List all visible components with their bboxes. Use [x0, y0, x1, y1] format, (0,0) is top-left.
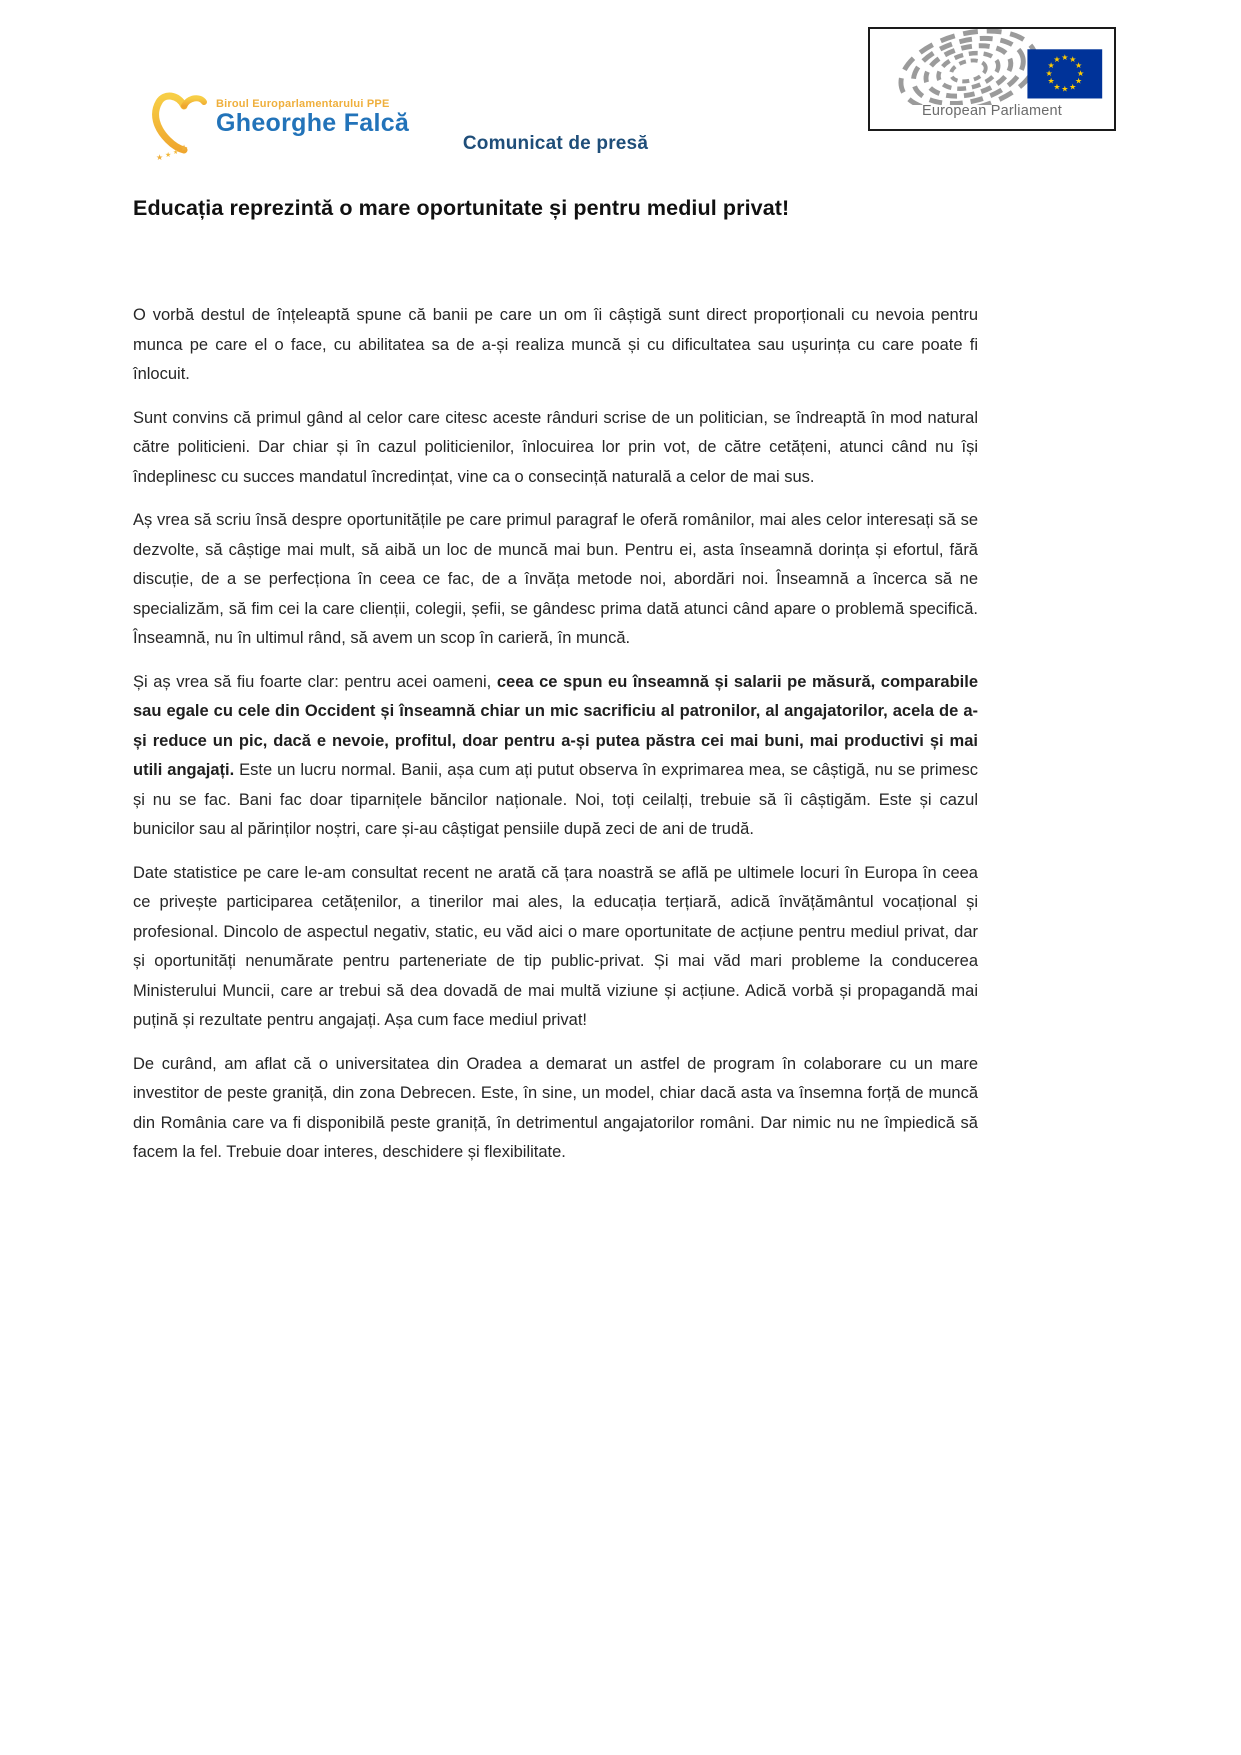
- svg-text:★: ★: [180, 143, 189, 153]
- european-parliament-label: European Parliament: [921, 103, 1063, 119]
- doc-type-heading: Comunicat de presă: [462, 133, 649, 154]
- svg-text:★: ★: [173, 150, 179, 156]
- svg-text:★: ★: [1077, 68, 1085, 78]
- paragraph: Aș vrea să scriu însă despre oportunitățile pe care primul paragraf le oferă românilor, mai ales celor interesați să se dezvolte, să câștige mai mult, să aibă un loc de muncă mai bun. Pentru ei, asta înseamnă dorința și efortul, fără discuție, de a se perfecționa în ceea ce fac, de a învăța metode noi, abordări noi. Înseamnă a încerca să ne specializăm, să fim cei la care clienții, colegii, șefii, se gândesc prima dată atunci când apare o problemă specifică. Înseamnă, nu în ultimul rând, să avem un scop în carieră, în muncă.: [133, 511, 978, 647]
- page-title: Educația reprezintă o mare oportunitate și pentru mediul privat!: [133, 196, 790, 220]
- paragraph: Date statistice pe care le-am consultat recent ne arată că țara noastră se află pe ultimele locuri în Europa în ceea ce privește participarea cetățenilor, a tinerilor mai ales, la educația terțiară, adică învățământul vocațional și profesional. Dincolo de aspectul negativ, static, eu văd aici o mare oportunitate de acțiune pentru mediul privat, dar și oportunități nenumărate pentru parteneriate de tip public-privat. Și mai văd mari probleme la conducerea Ministerului Muncii, care ar trebui să dea dovadă de mai multă viziune și acțiune. Adică vorbă și propagandă mai puțină și rezultate pentru angajați. Așa cum face mediul privat!: [133, 863, 978, 1029]
- svg-text:★: ★: [1047, 76, 1055, 86]
- svg-text:★: ★: [1075, 60, 1083, 70]
- svg-text:★: ★: [1075, 76, 1083, 86]
- svg-text:★: ★: [1061, 84, 1069, 94]
- body-paragraphs: [133, 301, 978, 1182]
- svg-text:★: ★: [1053, 55, 1061, 65]
- paragraph: O vorbă destul de înțeleaptă spune că banii pe care un om îi câștigă sunt direct proporționali cu nevoia pentru munca pe care el o face, cu abilitatea sa de a-și realiza muncă și cu dificultatea sau ușurința cu care poate fi înlocuit.: [133, 306, 978, 383]
- paragraph: De curând, am aflat că o universitatea din Oradea a demarat un astfel de program în colaborare cu un mare investitor de peste graniță, din zona Debrecen. Este, în sine, un model, chiar dacă asta va însemna forță de muncă din România care va fi disponibilă peste graniță, în detrimentul angajatorilor români. Dar nimic nu ne împiedică să facem la fel. Trebuie doar interes, deschidere și flexibilitate.: [133, 1054, 978, 1161]
- eu-flag-icon: [1027, 49, 1102, 98]
- svg-text:★: ★: [1053, 82, 1061, 92]
- paragraph: Și aș vrea să fiu foarte clar: pentru acei oameni, ceea ce spun eu înseamnă și salarii pe măsură, comparabile sau egale cu cele din Occident și înseamnă chiar un mic sacrificiu al patronilor, al angajatorilor, acela de a-și reduce un pic, dacă e nevoie, profitul, doar pentru a-și putea păstra cei mai buni, mai productivi și mai utili angajați. Este un lucru normal. Banii, așa cum ați putut observa în exprimarea mea, se câștigă, nu se primesc și nu se fac. Bani fac doar tiparnițele băncilor naționale. Noi, toți ceilalți, trebuie să îi câștigăm. Este și cazul bunicilor sau al părinților noștri, care și-au câștigat pensiile după zeci de ani de trudă.: [133, 672, 979, 838]
- svg-text:★: ★: [165, 152, 172, 159]
- svg-text:★: ★: [1045, 68, 1053, 78]
- office-logo-name: Gheorghe Falcă: [216, 109, 410, 137]
- hemicycle-eu-flag-icon: [870, 29, 1114, 105]
- svg-text:★: ★: [1061, 53, 1069, 63]
- svg-text:★: ★: [156, 153, 164, 162]
- svg-text:★: ★: [1069, 82, 1077, 92]
- office-logo-office-line: Biroul Europarlamentarului PPE: [216, 98, 390, 110]
- svg-text:★: ★: [1047, 60, 1055, 70]
- european-parliament-logo: [868, 27, 1116, 131]
- paragraph: Sunt convins că primul gând al celor care citesc aceste rânduri scrise de un politician, se îndreaptă în mod natural către politicieni. Dar chiar și în cazul politicienilor, înlocuirea lor prin vot, de către cetățeni, atunci când nu își îndeplinesc cu succes mandatul încredințat, vine ca o consecință naturală a celor de mai sus.: [133, 408, 978, 486]
- svg-text:★: ★: [1069, 55, 1077, 65]
